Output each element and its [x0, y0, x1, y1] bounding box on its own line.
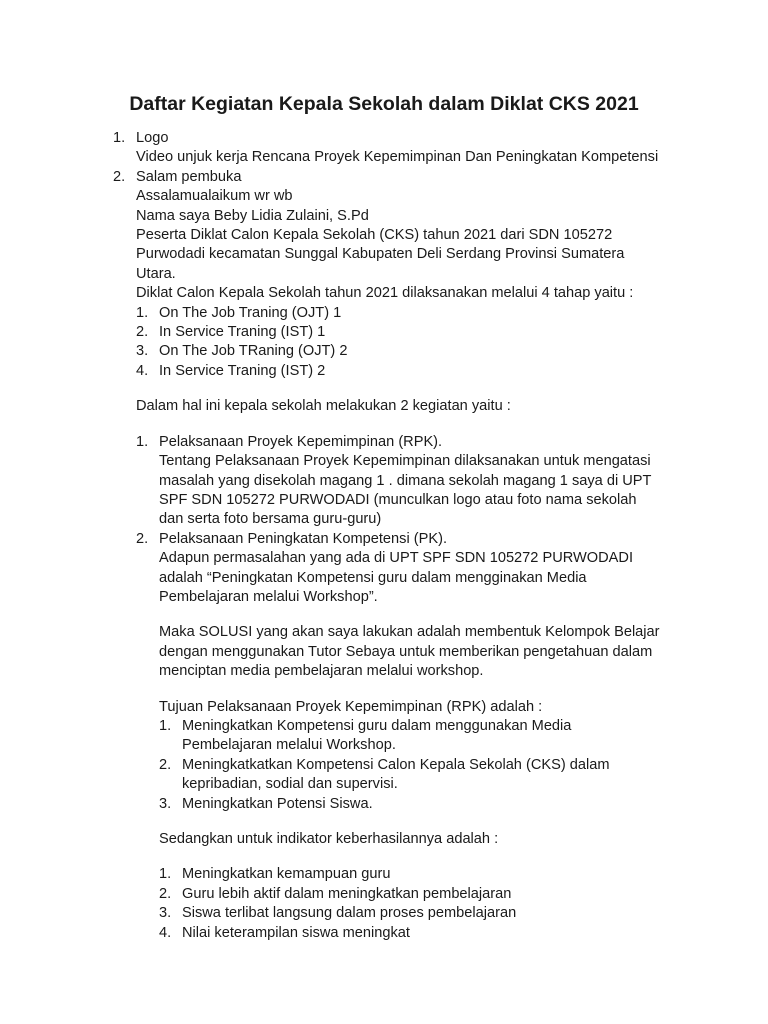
- indikator-text: Meningkatkan kemampuan guru: [182, 866, 391, 883]
- tahap-number: 2.: [136, 324, 149, 341]
- tujuan-number: 1.: [159, 717, 172, 734]
- kegiatan-line: Pelaksanaan Proyek Kepemimpinan (RPK).: [159, 433, 443, 450]
- tujuan-line: Meningkatkan Potensi Siswa.: [182, 795, 373, 812]
- tahap-list: [136, 304, 768, 382]
- item-description: Video unjuk kerja Rencana Proyek Kepemimpinan Dan Peningkatan Kompetensi: [136, 149, 659, 166]
- kegiatan-line: SPF SDN 105272 PURWODADI (munculkan logo atau foto nama sekolah: [159, 491, 637, 508]
- tahap-text: In Service Traning (IST) 1: [159, 324, 326, 341]
- tahap-item: [136, 342, 768, 361]
- kegiatan-item-rpk: [136, 433, 768, 530]
- tahap-number: 4.: [136, 362, 149, 379]
- indikator-item: [159, 885, 768, 904]
- solusi-line: menciptan media pembelajaran melalui workshop.: [159, 663, 484, 680]
- tujuan-line: Pembelajaran melalui Workshop.: [182, 737, 396, 754]
- tujuan-intro: Tujuan Pelaksanaan Proyek Kepemimpinan (RPK) adalah :: [159, 698, 543, 715]
- kegiatan-line: dan serta foto bersama guru-guru): [159, 511, 382, 528]
- indikator-number: 1.: [159, 866, 172, 883]
- indikator-item: [159, 924, 768, 943]
- tujuan-line: Meningkatkan Kompetensi guru dalam menggunakan Media: [182, 717, 572, 734]
- tujuan-item: [159, 717, 768, 756]
- kegiatan-line: masalah yang disekolah magang 1 . dimana sekolah magang 1 saya di UPT: [159, 472, 652, 489]
- kegiatan-intro: Dalam hal ini kepala sekolah melakukan 2 kegiatan yaitu :: [136, 398, 511, 415]
- kegiatan-line: Pelaksanaan Peningkatan Kompetensi (PK).: [159, 530, 447, 547]
- item-label: Salam pembuka: [136, 168, 242, 185]
- kegiatan-list: [136, 433, 768, 608]
- tujuan-line: kepribadian, sodial dan supervisi.: [182, 776, 398, 793]
- indikator-text: Guru lebih aktif dalam meningkatkan pembelajaran: [182, 885, 512, 902]
- tujuan-number: 2.: [159, 756, 172, 773]
- kegiatan-line: Tentang Pelaksanaan Proyek Kepemimpinan dilaksanakan untuk mengatasi: [159, 453, 651, 470]
- indikator-text: Siswa terlibat langsung dalam proses pembelajaran: [182, 905, 517, 922]
- list-item-salam-pembuka: [0, 168, 768, 943]
- name-text: Nama saya Beby Lidia Zulaini, S.Pd: [136, 207, 369, 224]
- page-title: Daftar Kegiatan Kepala Sekolah dalam Diklat CKS 2021: [129, 93, 639, 115]
- indikator-item: [159, 904, 768, 923]
- list-item-logo: [0, 129, 768, 168]
- indikator-text: Nilai keterampilan siswa meningkat: [182, 924, 410, 941]
- peserta-line: Purwodadi kecamatan Sunggal Kabupaten Deli Serdang Provinsi Sumatera: [136, 246, 625, 263]
- activity-list: [0, 129, 768, 943]
- indikator-number: 3.: [159, 905, 172, 922]
- kegiatan-number: 1.: [136, 433, 149, 450]
- greeting-text: Assalamualaikum wr wb: [136, 188, 293, 205]
- kegiatan-line: Adapun permasalahan yang ada di UPT SPF SDN 105272 PURWODADI: [159, 550, 634, 567]
- tahap-text: On The Job TRaning (OJT) 2: [159, 343, 348, 360]
- tahap-text: On The Job Traning (OJT) 1: [159, 304, 342, 321]
- item-number: 1.: [113, 130, 126, 146]
- indikator-intro: Sedangkan untuk indikator keberhasilannya adalah :: [159, 831, 499, 847]
- indikator-list: [159, 865, 768, 943]
- indikator-number: 4.: [159, 924, 172, 941]
- kegiatan-line: adalah “Peningkatan Kompetensi guru dalam mengginakan Media: [159, 569, 587, 586]
- item-number: 2.: [113, 168, 126, 185]
- kegiatan-number: 2.: [136, 530, 149, 547]
- item-label: Logo: [136, 130, 169, 146]
- solusi-line: dengan menggunakan Tutor Sebaya untuk memberikan pengetahuan dalam: [159, 643, 653, 660]
- kegiatan-line: Pembelajaran melalui Workshop”.: [159, 588, 378, 605]
- tujuan-number: 3.: [159, 795, 172, 812]
- tahap-number: 1.: [136, 304, 149, 321]
- kegiatan-item-pk: [136, 530, 768, 608]
- tahap-text: In Service Traning (IST) 2: [159, 362, 326, 379]
- tahap-item: [136, 323, 768, 342]
- tujuan-item: [159, 795, 768, 814]
- indikator-number: 2.: [159, 885, 172, 902]
- tahap-item: [136, 304, 768, 323]
- peserta-line: Peserta Diklat Calon Kepala Sekolah (CKS) tahun 2021 dari SDN 105272: [136, 227, 613, 244]
- kegiatan-detail-block: [136, 607, 768, 943]
- indikator-item: [159, 865, 768, 884]
- tahap-number: 3.: [136, 343, 149, 360]
- peserta-line: Utara.: [136, 265, 176, 282]
- tujuan-list: [159, 717, 768, 814]
- tahap-item: [136, 362, 768, 381]
- tujuan-item: [159, 756, 768, 795]
- tujuan-line: Meningkatkatkan Kompetensi Calon Kepala Sekolah (CKS) dalam: [182, 756, 610, 773]
- tahap-intro: Diklat Calon Kepala Sekolah tahun 2021 dilaksanakan melalui 4 tahap yaitu :: [136, 285, 634, 302]
- solusi-line: Maka SOLUSI yang akan saya lakukan adalah membentuk Kelompok Belajar: [159, 624, 660, 641]
